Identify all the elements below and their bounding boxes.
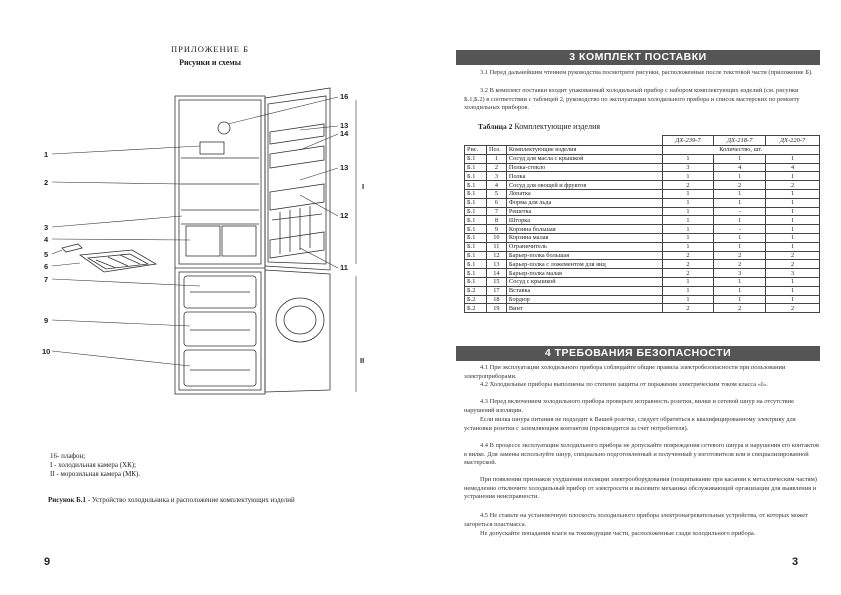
- cell-ris: Б.1: [465, 172, 487, 181]
- caption-label: Рисунок Б.1: [48, 496, 87, 504]
- cell-qty-239: 1: [662, 154, 714, 163]
- cell-pos: 13: [486, 260, 506, 269]
- callout-3: 3: [44, 223, 49, 232]
- cell-qty-218: 1: [714, 198, 766, 207]
- table-row: [465, 198, 820, 207]
- zone-label-I: I: [362, 182, 365, 191]
- table-header-row: [465, 146, 820, 155]
- zone-label-II: II: [360, 356, 365, 365]
- cell-ris: Б.2: [465, 295, 487, 304]
- table-row: [465, 189, 820, 198]
- callout-10: 10: [42, 347, 51, 356]
- cell-qty-218: -: [714, 207, 766, 216]
- model-name: ДХ-220-7: [766, 136, 820, 146]
- appendix-subtitle: Рисунки и схемы: [179, 58, 241, 67]
- cell-qty-239: 2: [662, 181, 714, 190]
- table-row: [465, 286, 820, 295]
- callout-11: 11: [340, 263, 348, 272]
- cell-name: Сосуд с крышкой: [506, 277, 662, 286]
- cell-qty-220: 1: [766, 154, 820, 163]
- callout-13b: 13: [340, 163, 349, 172]
- cell-qty-239: 3: [662, 163, 714, 172]
- cell-qty-220: 1: [766, 172, 820, 181]
- table-row: [465, 225, 820, 234]
- cell-pos: 10: [486, 233, 506, 242]
- cell-qty-239: 1: [662, 286, 714, 295]
- components-table: [464, 135, 820, 313]
- cell-name: Полка-стекло: [506, 163, 662, 172]
- table-row: [465, 277, 820, 286]
- cell-qty-220: 2: [766, 304, 820, 313]
- cell-qty-239: 1: [662, 207, 714, 216]
- section-3-heading: 3 КОМПЛЕКТ ПОСТАВКИ: [456, 50, 820, 65]
- callout-14: 14: [340, 129, 349, 138]
- cell-qty-239: 1: [662, 295, 714, 304]
- cell-qty-220: 1: [766, 189, 820, 198]
- cell-pos: 12: [486, 251, 506, 260]
- table-row: [465, 154, 820, 163]
- cell-ris: Б.1: [465, 181, 487, 190]
- callout-13a: 13: [340, 121, 349, 130]
- caption-text: - Устройство холодильника и расположение комплектующих изделий: [86, 496, 295, 504]
- cell-qty-218: 1: [714, 154, 766, 163]
- cell-name: Ограничитель: [506, 242, 662, 251]
- cell-name: Барьер-полка с ложементом для яиц: [506, 260, 662, 269]
- legend-item: 16- плафон;: [50, 452, 86, 460]
- cell-pos: 4: [486, 181, 506, 190]
- cell-qty-239: 1: [662, 198, 714, 207]
- section-4-heading: 4 ТРЕБОВАНИЯ БЕЗОПАСНОСТИ: [456, 346, 820, 361]
- legend-item: II - морозильная камера (МК).: [50, 470, 141, 478]
- cell-pos: 17: [486, 286, 506, 295]
- cell-qty-220: 2: [766, 260, 820, 269]
- cell-qty-220: 1: [766, 277, 820, 286]
- table-row: [465, 295, 820, 304]
- paragraph-4-3b: Если вилка шнура питания не подходит к Вашей розетке, следует обратиться к квалифицированному электрику для установки розетки с заземляющим контактом (производится за счет потребителя).: [464, 416, 796, 432]
- cell-qty-220: 1: [766, 198, 820, 207]
- cell-qty-239: 1: [662, 225, 714, 234]
- col-header-pos: Поз.: [486, 146, 506, 155]
- legend-item: I - холодильная камера (ХК);: [50, 461, 137, 469]
- cell-pos: 15: [486, 277, 506, 286]
- cell-ris: Б.1: [465, 251, 487, 260]
- paragraph-4-2: 4.2 Холодильные приборы выполнены по степени защиты от поражения электрическим током класса «I».: [480, 381, 768, 388]
- cell-qty-220: 3: [766, 269, 820, 278]
- cell-qty-218: 1: [714, 286, 766, 295]
- paragraph-4-5: 4.5 Не ставьте на установочную плоскость холодильного прибора электронагревательные устройства, от которых может загореться пластмасса.: [464, 512, 808, 528]
- callout-4: 4: [44, 235, 49, 244]
- cell-name: Винт: [506, 304, 662, 313]
- cell-name: Сосуд для овощей и фруктов: [506, 181, 662, 190]
- cell-qty-220: 1: [766, 233, 820, 242]
- col-header-ris: Рис.: [465, 146, 487, 155]
- table-label: Таблица 2: [478, 122, 513, 131]
- col-header-qty: Количество, шт.: [662, 146, 820, 155]
- model-name: ДХ-218-7: [714, 136, 766, 146]
- cell-ris: Б.1: [465, 216, 487, 225]
- cell-pos: 14: [486, 269, 506, 278]
- cell-ris: Б.1: [465, 225, 487, 234]
- table-row: [465, 181, 820, 190]
- table-row: [465, 269, 820, 278]
- table-row: [465, 216, 820, 225]
- left-page: [0, 0, 420, 595]
- cell-pos: 3: [486, 172, 506, 181]
- cell-qty-218: 1: [714, 277, 766, 286]
- cell-pos: 9: [486, 225, 506, 234]
- cell-pos: 19: [486, 304, 506, 313]
- cell-pos: 6: [486, 198, 506, 207]
- cell-ris: Б.2: [465, 304, 487, 313]
- cell-qty-218: -: [714, 225, 766, 234]
- cell-ris: Б.1: [465, 269, 487, 278]
- cell-name: Решетка: [506, 207, 662, 216]
- fridge-diagram: [0, 80, 420, 480]
- cell-qty-220: 1: [766, 216, 820, 225]
- table-row: [465, 251, 820, 260]
- paragraph-4-1: 4.1 При эксплуатации холодильного прибора соблюдайте общие правила электробезопасности при пользовании электроприборами.: [464, 364, 786, 380]
- cell-name: Форма для льда: [506, 198, 662, 207]
- table-row: [465, 233, 820, 242]
- table-row: [465, 172, 820, 181]
- cell-pos: 11: [486, 242, 506, 251]
- table-row: [465, 207, 820, 216]
- callout-2: 2: [44, 178, 49, 187]
- cell-ris: Б.1: [465, 242, 487, 251]
- cell-qty-220: 2: [766, 251, 820, 260]
- cell-qty-218: 1: [714, 216, 766, 225]
- cell-qty-220: 1: [766, 207, 820, 216]
- paragraph-4-5b: Не допускайте попадания влаги на токоведущие части, расположенные сзади холодильного прибора.: [480, 530, 756, 537]
- cell-pos: 8: [486, 216, 506, 225]
- cell-qty-239: 1: [662, 189, 714, 198]
- callout-16: 16: [340, 92, 349, 101]
- paragraph-4-4b: При появлении признаков ухудшения изоляции электрооборудования (пощипывание при касании к металлическим частям) немедленно отключите холодильный прибор от электросети и вызовите механика обслуживающей организации для выявления и устранения неисправности.: [464, 476, 817, 501]
- cell-qty-239: 2: [662, 251, 714, 260]
- callout-1: 1: [44, 150, 49, 159]
- cell-qty-218: 1: [714, 233, 766, 242]
- figure-caption: [48, 496, 295, 504]
- cell-name: Бордюр: [506, 295, 662, 304]
- cell-name: Полка: [506, 172, 662, 181]
- cell-name: Корзина малая: [506, 233, 662, 242]
- cell-qty-218: 4: [714, 163, 766, 172]
- cell-qty-218: 2: [714, 304, 766, 313]
- cell-qty-218: 3: [714, 269, 766, 278]
- cell-pos: 7: [486, 207, 506, 216]
- cell-name: Барьер-полка большая: [506, 251, 662, 260]
- cell-qty-239: 2: [662, 260, 714, 269]
- cell-qty-220: 1: [766, 286, 820, 295]
- paragraph-4-3: 4.3 Перед включением холодильного прибора проверьте исправность розетки, вилки и сетевой шнур на отсутствие нарушений изоляции.: [464, 398, 794, 414]
- col-header-name: Комплектующие изделия: [506, 146, 662, 155]
- cell-name: Сосуд для масла с крышкой: [506, 154, 662, 163]
- cell-ris: Б.1: [465, 233, 487, 242]
- cell-qty-239: 1: [662, 233, 714, 242]
- cell-qty-218: 1: [714, 172, 766, 181]
- cell-name: Корзина большая: [506, 225, 662, 234]
- callout-9: 9: [44, 316, 49, 325]
- cell-ris: Б.1: [465, 189, 487, 198]
- callout-7: 7: [44, 275, 49, 284]
- cell-qty-220: 1: [766, 242, 820, 251]
- table-model-row: [465, 136, 820, 146]
- table-row: [465, 163, 820, 172]
- cell-qty-218: 2: [714, 260, 766, 269]
- cell-qty-218: 1: [714, 189, 766, 198]
- table-title: Комплектующие изделия: [512, 122, 601, 131]
- cell-name: Лопатка: [506, 189, 662, 198]
- cell-qty-239: 1: [662, 216, 714, 225]
- cell-pos: 1: [486, 154, 506, 163]
- table-caption: [478, 122, 600, 131]
- page-number-right: 3: [792, 556, 799, 568]
- cell-qty-220: 1: [766, 225, 820, 234]
- appendix-title: ПРИЛОЖЕНИЕ Б: [171, 44, 249, 54]
- cell-qty-239: 1: [662, 242, 714, 251]
- table-row: [465, 242, 820, 251]
- cell-qty-220: 4: [766, 163, 820, 172]
- cell-pos: 2: [486, 163, 506, 172]
- cell-ris: Б.1: [465, 198, 487, 207]
- callout-6: 6: [44, 262, 49, 271]
- model-name: ДХ-239-7: [662, 136, 714, 146]
- cell-qty-218: 2: [714, 181, 766, 190]
- cell-ris: Б.1: [465, 154, 487, 163]
- cell-pos: 5: [486, 189, 506, 198]
- cell-qty-218: 1: [714, 295, 766, 304]
- cell-qty-239: 1: [662, 277, 714, 286]
- cell-qty-239: 2: [662, 269, 714, 278]
- cell-qty-239: 1: [662, 172, 714, 181]
- cell-pos: 18: [486, 295, 506, 304]
- cell-qty-220: 2: [766, 181, 820, 190]
- table-row: [465, 260, 820, 269]
- cell-qty-218: 2: [714, 251, 766, 260]
- callout-5: 5: [44, 250, 49, 259]
- cell-ris: Б.1: [465, 277, 487, 286]
- table-row: [465, 304, 820, 313]
- paragraph-3-1: 3.1 Перед дальнейшим чтением руководства посмотрите рисунки, расположенные после текстовой части (приложение Б).: [480, 69, 813, 76]
- cell-qty-218: 1: [714, 242, 766, 251]
- diagram-legend: [50, 452, 140, 479]
- cell-qty-220: 1: [766, 295, 820, 304]
- page-number-left: 9: [44, 556, 51, 568]
- cell-ris: Б.1: [465, 207, 487, 216]
- cell-ris: Б.2: [465, 286, 487, 295]
- cell-name: Барьер-полка малая: [506, 269, 662, 278]
- cell-name: Шторка: [506, 216, 662, 225]
- paragraph-3-2: 3.2 В комплект поставки входит упакованный холодильный прибор с набором комплектующих изделий (см. рисунки Б.1,Б.2) в соответствии с таблицей 2, руководство по эксплуатации холодильного прибора и список мастерских по ремонту холодильных приборов.: [464, 87, 800, 112]
- cell-name: Вставка: [506, 286, 662, 295]
- paragraph-4-4: 4.4 В процессе эксплуатации холодильного прибора не допускайте повреждения сетевого шнура и нарушения его контактов в вилке. Для замены используйте шнур, специально подготовленный и полученный у изготовителя или в специализированной мастерской.: [464, 442, 819, 467]
- cell-qty-239: 2: [662, 304, 714, 313]
- cell-ris: Б.1: [465, 260, 487, 269]
- cell-ris: Б.1: [465, 163, 487, 172]
- right-page: [420, 0, 841, 595]
- callout-12: 12: [340, 211, 349, 220]
